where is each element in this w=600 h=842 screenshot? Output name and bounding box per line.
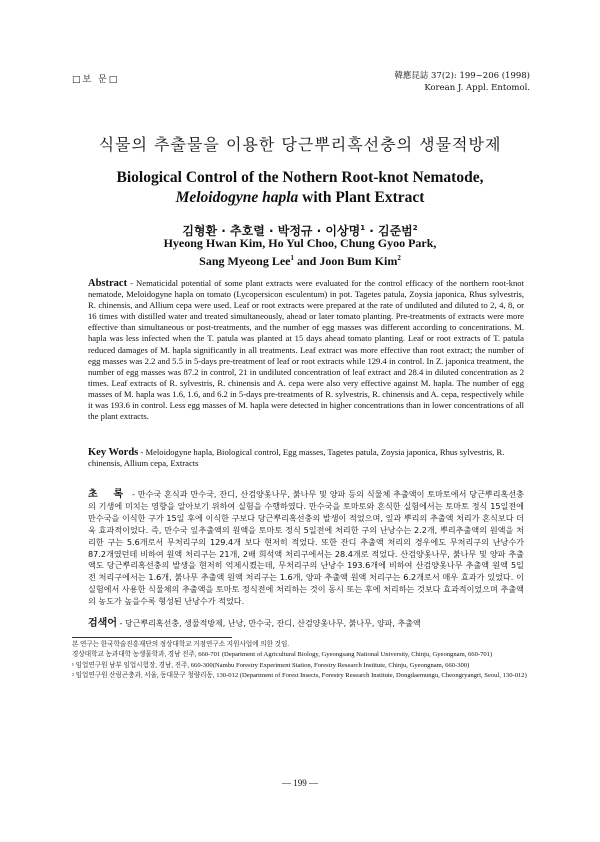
authors-english-line2 — [0, 251, 600, 269]
abstract — [88, 278, 524, 422]
abstract-label: Abstract — [88, 278, 128, 289]
footnote-divider — [72, 637, 232, 638]
title-english — [0, 168, 600, 208]
title-korean: 식물의 추출물을 이용한 당근뿌리혹선충의 생물적방제 — [98, 135, 502, 154]
journal-citation: 韓應昆誌 37(2): 199~206 (1998) — [394, 71, 530, 81]
author-sup-2: 2 — [412, 224, 418, 232]
journal-info — [394, 70, 530, 94]
korean-abstract-text: - 만수국 혼식과 만수국, 잔디, 산검양옻나무, 붉나무 및 양파 등의 식물체 추출액이 토마토에서 당근뿌리혹선충의 기생에 미치는 영향을 알아보기 위하여 실험을 수행하였다. 만수국을 토마토와 혼식한 실험에서는 토마토 정식 15일전에 만수국을 이식한 구가 15일 후에 이식한 구보다 당근뿌리혹선충의 발생이 적었으며, 잎과 뿌리의 추출액 처리가 혼식보다 더욱 효과적이었다. 즉, 만수국 잎추출액의 원액을 토마토 정식 5일전에 처리한 구의 난낭수는 2.2개, 뿌리추출액의 원액을 처리한 구는 5.6개로서 무처리구의 129.4개 보다 현저히 적었다. 또한 잔디 추출액 처리의 경우에도 무처리구의 난낭수가 87.2개였던데 비하여 원액 처리구는 21개, 2배 희석액 처리구에서는 28.4개로 적었다. 산검양옻나무, 붉나무 및 양파 추출액도 당근뿌리혹선충의 발생을 현저히 억제시켰는데, 무처리구의 난낭수 193.6개에 비하여 산검양옻나무 추출액 원액 5일전 처리구에서는 1.6개, 붉나무 추출액 원액 처리구는 1.6개, 양파 추출액 원액 처리구는 6.2개로서 매우 효과가 있었다. 이 실험에서 사용한 식물체의 추출액을 토마토 정식전에 처리하는 것이 동시 또는 후에 처리하는 것보다 효과적이었으며 추출액의 농도가 높을수록 형성된 난낭수가 적었다. — [88, 489, 524, 607]
keywords-label: Key Words — [88, 447, 139, 458]
author-en-sup-2: 2 — [397, 254, 401, 262]
keywords — [88, 447, 524, 469]
author-en-sup-1: 1 — [290, 254, 294, 262]
abstract-text: - Nematicidal potential of some plant extracts were evaluated for the control efficacy of the northern root-knot nematode, Meloidogyne hapla on tomato (Lycopersicon esculentum) in pot. Tagetes patula, Zoysia japonica, Rhus sylvestris, R. chinensis, and Allium cepa were used. Leaf or root extracts were prepared at the rate of undiluted and diluted to 2, 4, 8, or 16 times with distilled water and treated simultaneously, ahead or later tomato planting. Pre-treatments of extracts were more effective than simultaneous or post-treatments, and the number of egg masses was different according to concentrations. M. hapla was less infected when the T. patula was planted at 15 days ahead tomato planting. Leaf or root extracts of T. patula reduced damages of M. hapla significantly in all treatments. Leaf extract was more effective than root extract; the number of egg masses was 2.2 and 5.5 in 5-days pre-treatment of leaf or root extracts while 129.4 in control. In Z. japonica treatment, the number of egg masses was 87.2 in control, 21 in undiluted concentration of leaf extract and 28.4 in diluted concentration as 2 times. Leaf extracts of R. sylvestris, R. chinensis and A. cepa were also very effective against M. hapla. The number of egg masses of M. hapla was 1.6, 1.6, and 6.2 in 5-days pre-treatments of R. sylvestris, R. chinensis and A. cepa, respectively while it was 193.6 in control. Less egg masses of M. hapla were detected in higher concentrations than in lower concentrations of all the plant extracts. — [88, 278, 524, 422]
authors-korean-text: 김형환 · 추호렬 · 박정규 · 이상명 — [182, 224, 361, 238]
journal-name: Korean J. Appl. Entomol. — [424, 83, 530, 93]
korean-abstract-label: 초 록 — [88, 489, 130, 500]
footnote-affiliation-1: ¹ 임업연구원 남부 임업시험장, 경남, 진주, 660-300(Nambu Forestry Experiment Station, Forestry Research Institute, Chinju, Gyeongnam, 660-300) — [72, 661, 470, 669]
title-english-line1: Biological Control of the Nothern Root-knot Nematode, — [116, 169, 484, 186]
korean-abstract — [88, 489, 524, 608]
footnotes — [72, 640, 532, 682]
footnote-affiliation-2: ² 임업연구원 산림곤충과, 서울, 동대문구 청량리동, 130-012 (Department of Forest Insects, Forestry Research Institute, Dongdaemungu, Cheongryangri, Seoul, 130-012) — [72, 672, 527, 680]
title-english-rest: with Plant Extract — [298, 189, 425, 206]
title-english-line2 — [0, 188, 600, 208]
section-label: □보 문□ — [72, 75, 120, 85]
author-sup-1: 1 — [360, 224, 366, 232]
keywords-text: - Meloidogyne hapla, Biological control, Egg masses, Tagetes patula, Zoysia japonica, Rhus sylvestris, R. chinensis, Allium cepa, Extracts — [88, 447, 505, 469]
author-lee: Sang Myeong Lee — [199, 254, 291, 268]
page-number: — 199 — — [282, 778, 318, 788]
footnote-funding: 본 연구는 한국학술진흥재단의 정상대학교 거점연구소 지원사업에 의한 것임. — [72, 641, 290, 648]
species-name: Meloidogyne hapla — [175, 189, 299, 206]
authors-korean-last: · 김준범 — [365, 224, 413, 238]
korean-keywords-text: - 당근뿌리혹선충, 생물적방제, 난낭, 만수국, 잔디, 산검양옻나무, 붉나무, 양파, 추출액 — [116, 619, 421, 628]
footnote-affiliation: 경상대학교 농과대학 농생물학과, 경남 진주, 660-701 (Department of Agricultural Biology, Gyeongsang National University, Chinju, Gyeongnam, 660-701) — [72, 651, 493, 659]
authors-english — [0, 236, 600, 269]
author-kim: and Joon Bum Kim — [293, 254, 398, 268]
korean-keywords-label: 검색어 — [88, 618, 117, 629]
authors-english-line1: Hyeong Hwan Kim, Ho Yul Choo, Chung Gyoo Park, — [163, 236, 437, 250]
korean-keywords — [88, 618, 524, 629]
